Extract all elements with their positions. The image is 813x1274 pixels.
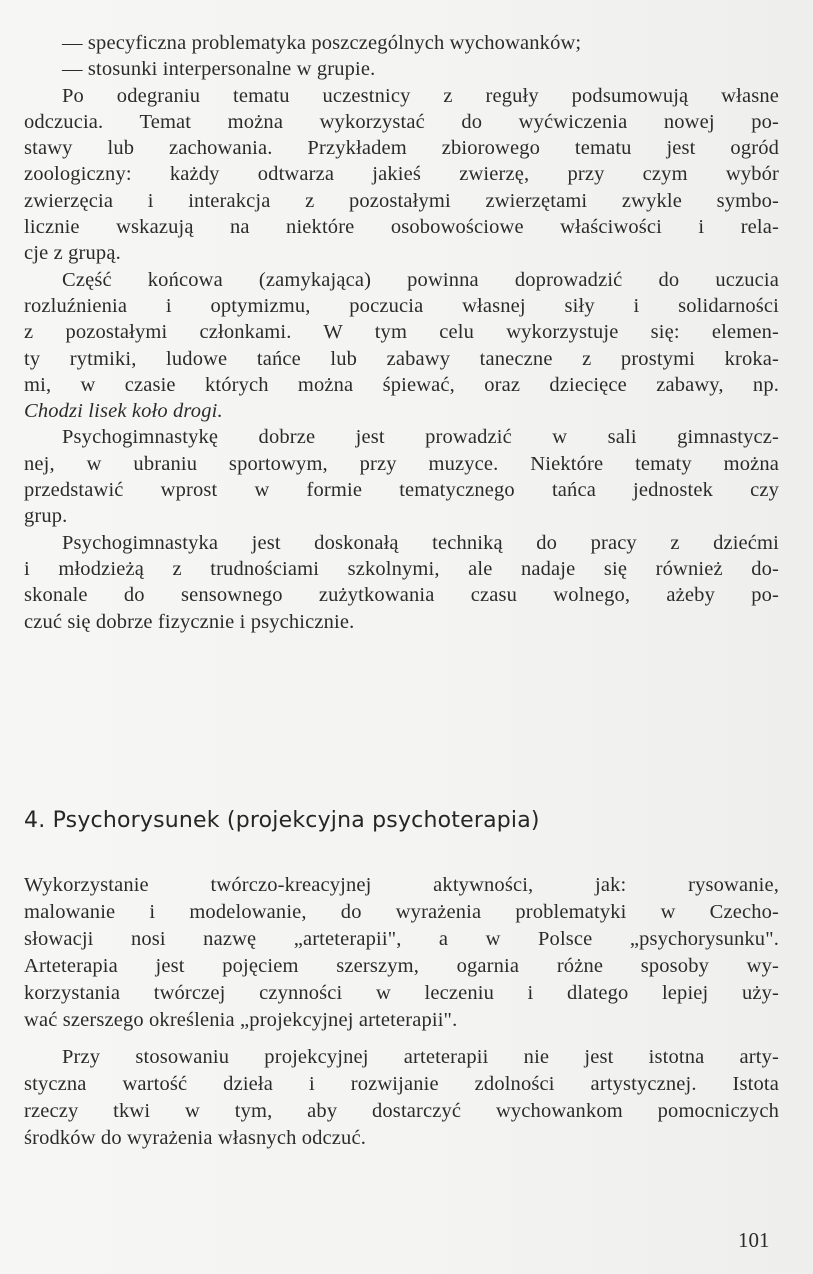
paragraph-line: słowacji nosi nazwę „arteterapii", a w Polsce „psychorysunku".: [24, 928, 779, 950]
paragraph-line: zwierzęcia i interakcja z pozostałymi zwierzętami zwykle symbo-: [24, 189, 779, 212]
list-item: — specyficzna problematyka poszczególnych wychowanków;: [62, 32, 582, 54]
list-item: — stosunki interpersonalne w grupie.: [62, 58, 376, 81]
paragraph-line: grup.: [24, 505, 68, 528]
paragraph-line-italic: Chodzi lisek koło drogi.: [24, 400, 223, 423]
paragraph-line: cje z grupą.: [24, 242, 121, 265]
paragraph-line: środków do wyrażenia własnych odczuć.: [24, 1127, 366, 1149]
paragraph-line: malowanie i modelowanie, do wyrażenia problematyki w Czecho-: [24, 901, 779, 923]
paragraph-line: mi, w czasie których można śpiewać, oraz dziecięce zabawy, np.: [24, 373, 779, 396]
paragraph-line: licznie wskazują na niektóre osobowościowe właściwości i rela-: [24, 216, 779, 239]
paragraph-line: odczucia. Temat można wykorzystać do wyćwiczenia nowej po-: [24, 110, 779, 133]
paragraph-line: stawy lub zachowania. Przykładem zbiorowego tematu jest ogród: [24, 137, 779, 160]
body-text-bottom: [24, 872, 779, 1152]
paragraph-line: wać szerszego określenia „projekcyjnej arteterapii".: [24, 1009, 458, 1031]
paragraph-line: Arteterapia jest pojęciem szerszym, ogarnia różne sposoby wy-: [24, 955, 779, 977]
paragraph-line: skonale do sensownego zużytkowania czasu wolnego, ażeby po-: [24, 584, 779, 607]
body-text-top: [24, 30, 779, 635]
paragraph-line: Wykorzystanie twórczo-kreacyjnej aktywności, jak: rysowanie,: [24, 874, 779, 896]
paragraph-line: Psychogimnastyka jest doskonałą techniką do pracy z dziećmi: [62, 531, 779, 554]
paragraph-line: ty rytmiki, ludowe tańce lub zabawy taneczne z prostymi kroka-: [24, 347, 779, 370]
paragraph-line: z pozostałymi członkami. W tym celu wykorzystuje się: elemen-: [24, 321, 779, 344]
paragraph-line: rozluźnienia i optymizmu, poczucia własnej siły i solidarności: [24, 294, 779, 317]
paragraph-line: Przy stosowaniu projekcyjnej arteterapii nie jest istotna arty-: [62, 1046, 779, 1068]
paragraph-line: styczna wartość dzieła i rozwijanie zdolności artystycznej. Istota: [24, 1073, 779, 1095]
section-heading: 4. Psychorysunek (projekcyjna psychoterapia): [24, 808, 540, 833]
paragraph-line: Część końcowa (zamykająca) powinna doprowadzić do uczucia: [62, 268, 779, 291]
paragraph-line: Psychogimnastykę dobrze jest prowadzić w sali gimnastycz-: [62, 426, 779, 449]
paragraph-line: przedstawić wprost w formie tematycznego tańca jednostek czy: [24, 479, 779, 502]
paragraph-line: korzystania twórczej czynności w leczeniu i dlatego lepiej uży-: [24, 982, 779, 1004]
paragraph-line: zoologiczny: każdy odtwarza jakieś zwierzę, przy czym wybór: [24, 163, 779, 186]
paragraph-line: nej, w ubraniu sportowym, przy muzyce. Niektóre tematy można: [24, 452, 779, 475]
paragraph-line: czuć się dobrze fizycznie i psychicznie.: [24, 610, 355, 633]
paragraph-line: i młodzieżą z trudnościami szkolnymi, ale nadaje się również do-: [24, 557, 779, 580]
paragraph-line: rzeczy tkwi w tym, aby dostarczyć wychowankom pomocniczych: [24, 1100, 779, 1122]
page-number: 101: [738, 1228, 770, 1252]
paragraph-line: Po odegraniu tematu uczestnicy z reguły podsumowują własne: [62, 84, 779, 107]
